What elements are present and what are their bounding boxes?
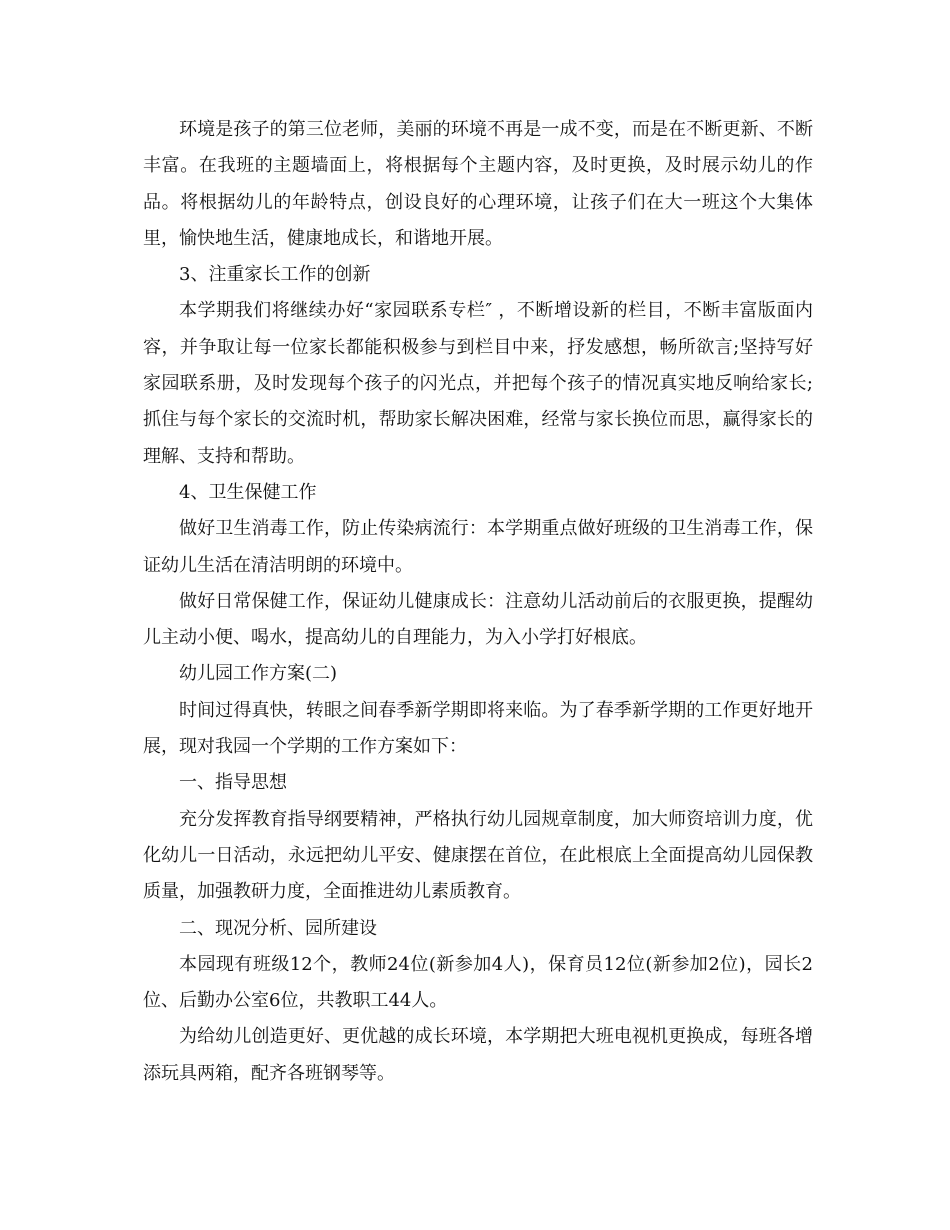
- paragraph-environment: 环境是孩子的第三位老师，美丽的环境不再是一成不变，而是在不断更新、不断丰富。在我班的主题墙面上，将根据每个主题内容，及时更换，及时展示幼儿的作品。将根据幼儿的年龄特点，创设良好的心理环境，让孩子们在大一班这个大集体里，愉快地生活，健康地成长，和谐地开展。: [143, 119, 813, 249]
- paragraph-intro: 时间过得真快，转眼之间春季新学期即将来临。为了春季新学期的工作更好地开展，现对我园一个学期的工作方案如下：: [143, 699, 813, 758]
- paragraph-disinfection: 做好卫生消毒工作，防止传染病流行：本学期重点做好班级的卫生消毒工作，保证幼儿生活在清洁明朗的环境中。: [143, 518, 813, 576]
- heading-situation-analysis: 二、现况分析、园所建设: [179, 917, 377, 939]
- heading-parent-work: 3、注重家长工作的创新: [179, 264, 371, 286]
- paragraph-guiding-ideology: 充分发挥教育指导纲要精神，严格执行幼儿园规章制度，加大师资培训力度，优化幼儿一日活动，永远把幼儿平安、健康摆在首位，在此根底上全面提高幼儿园保教质量，加强教研力度，全面推进幼儿素质教育。: [143, 808, 813, 903]
- heading-health-care: 4、卫生保健工作: [179, 481, 317, 503]
- paragraph-parent-work: 本学期我们将继续办好“家园联系专栏″ ，不断增设新的栏目，不断丰富版面内容，并争取让每一位家长都能积极参与到栏目中来，抒发感想，畅所欲言;坚持写好家园联系册，及时发现每个孩子的闪光点，并把每个孩子的情况真实地反响给家长;抓住与每个家长的交流时机，帮助家长解决困难，经常与家长换位而思，赢得家长的理解、支持和帮助。: [143, 300, 813, 467]
- heading-guiding-ideology: 一、指导思想: [179, 772, 287, 794]
- document-body: [143, 112, 813, 1092]
- paragraph-daily-care: 做好日常保健工作，保证幼儿健康成长：注意幼儿活动前后的衣服更换，提醒幼儿主动小便、喝水，提高幼儿的自理能力，为入小学打好根底。: [143, 590, 813, 649]
- paragraph-staff-count: 本园现有班级12个，教师24位(新参加4人)，保育员12位(新参加2位)，园长2位、后勤办公室6位，共教职工44人。: [143, 953, 813, 1012]
- paragraph-facilities: 为给幼儿创造更好、更优越的成长环境，本学期把大班电视机更换成，每班各增添玩具两箱，配齐各班钢琴等。: [143, 1026, 813, 1084]
- section-title-plan-two: 幼儿园工作方案(二): [179, 663, 338, 685]
